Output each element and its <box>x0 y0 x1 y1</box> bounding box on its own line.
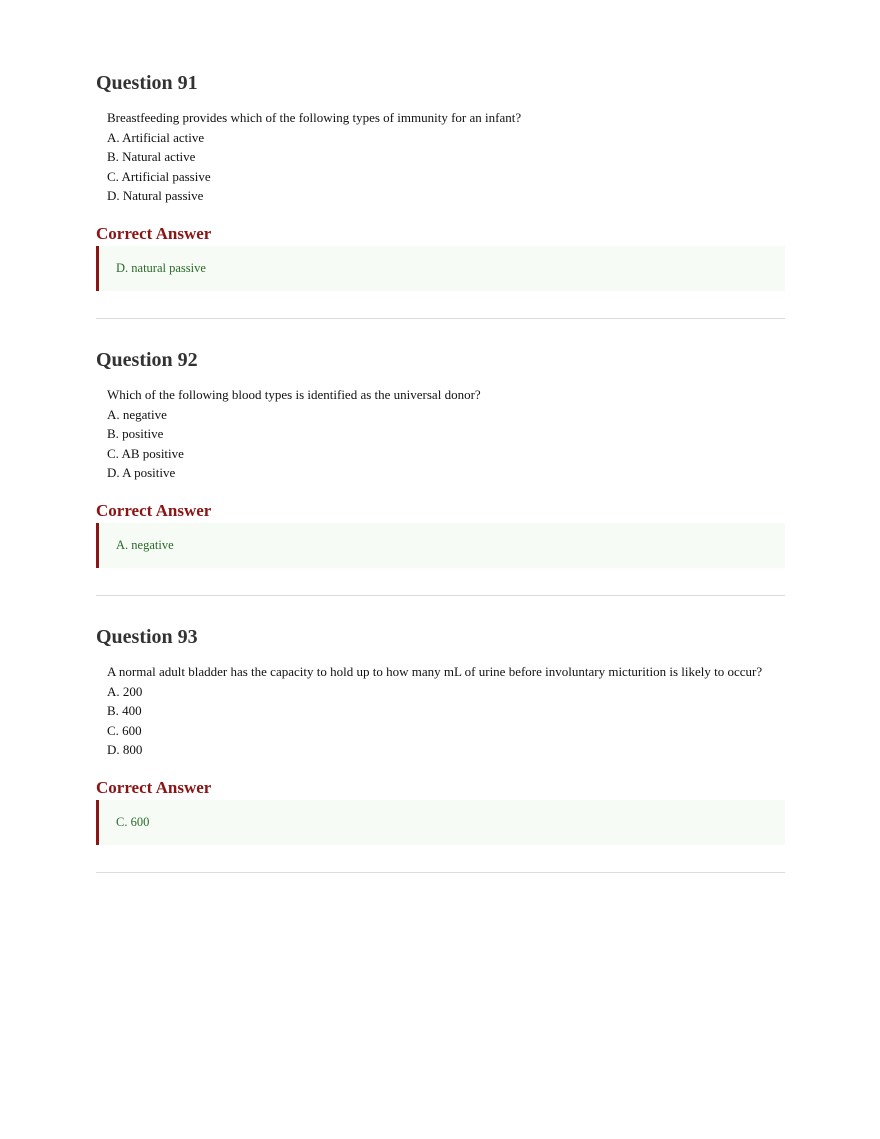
option-d: D. A positive <box>107 465 176 480</box>
question-body <box>107 385 481 483</box>
question-text: Which of the following blood types is identified as the universal donor? <box>107 387 481 402</box>
section-divider <box>96 318 785 319</box>
correct-answer-heading: Correct Answer <box>96 501 212 520</box>
section-divider <box>96 872 785 873</box>
question-block-92 <box>96 347 785 595</box>
question-title: Question 92 <box>96 349 198 371</box>
correct-answer-box <box>96 523 785 568</box>
option-a: A. negative <box>107 406 167 422</box>
question-text: Breastfeeding provides which of the following types of immunity for an infant? <box>107 110 522 125</box>
option-d: D. Natural passive <box>107 188 204 203</box>
correct-answer-text: D. natural passive <box>116 261 206 275</box>
correct-answer-text: C. 600 <box>116 815 150 829</box>
option-c: C. AB positive <box>107 445 184 461</box>
option-a: A. 200 <box>107 683 143 699</box>
correct-answer-heading: Correct Answer <box>96 778 212 797</box>
option-c: C. Artificial passive <box>107 168 211 184</box>
option-d: D. 800 <box>107 742 143 757</box>
question-body <box>107 108 521 206</box>
correct-answer-box <box>96 246 785 291</box>
correct-answer-heading: Correct Answer <box>96 224 212 243</box>
question-text: A normal adult bladder has the capacity to hold up to how many mL of urine before involuntary micturition is likely to occur? <box>107 664 763 679</box>
section-divider <box>96 595 785 596</box>
question-block-93 <box>96 624 785 872</box>
option-b: B. 400 <box>107 703 142 718</box>
question-title: Question 91 <box>96 72 198 94</box>
question-body <box>107 662 762 760</box>
option-c: C. 600 <box>107 722 142 738</box>
correct-answer-text: A. negative <box>116 538 174 552</box>
correct-answer-box <box>96 800 785 845</box>
question-block-91 <box>96 70 785 318</box>
question-title: Question 93 <box>96 626 198 648</box>
option-b: B. Natural active <box>107 149 196 164</box>
option-b: B. positive <box>107 426 164 441</box>
document-page <box>96 70 785 872</box>
option-a: A. Artificial active <box>107 129 205 145</box>
